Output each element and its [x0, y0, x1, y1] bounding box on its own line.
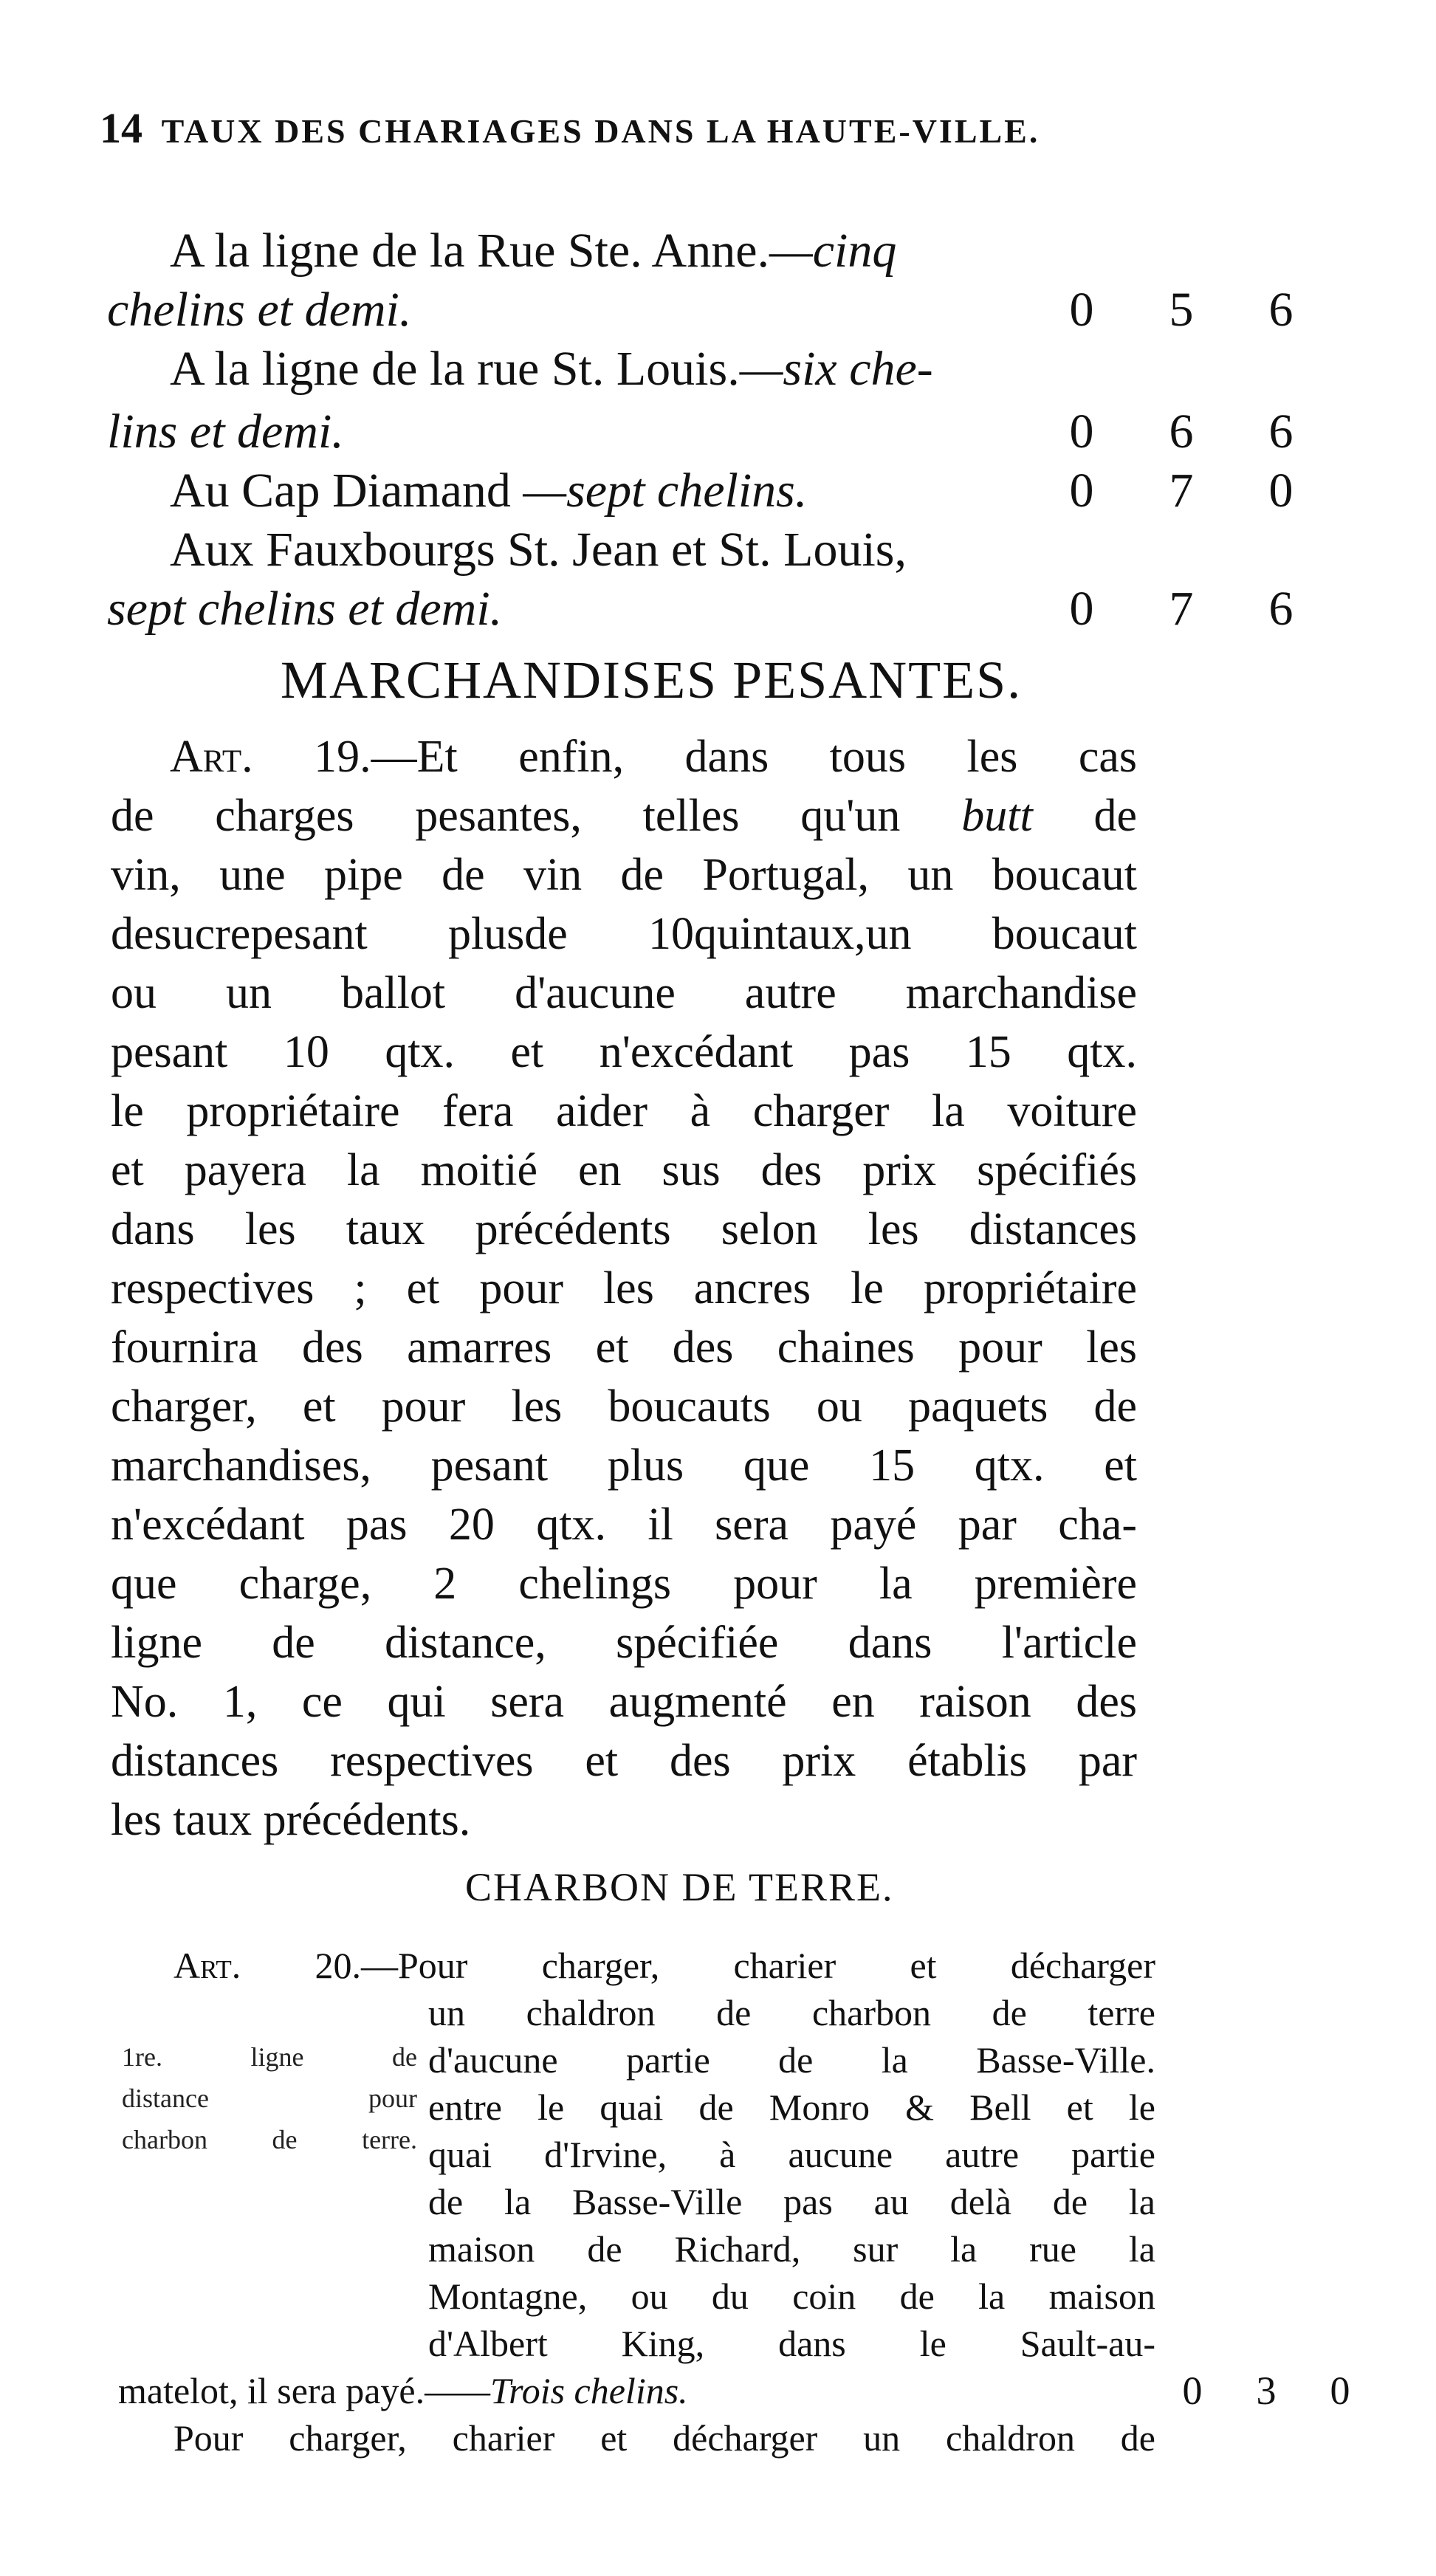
rate-entry-2-line-1: A la ligne de la rue St. Louis.—six che-: [170, 342, 933, 396]
article-20-line-9: d'Albert King, dans le Sault-au-: [428, 2323, 1155, 2364]
rate-entry-1-line-2: chelins et demi. 0 5 6: [107, 281, 1303, 340]
page-number: 14: [100, 104, 142, 152]
article-19-line-9: dans les taux précédents selon les distances: [111, 1204, 1137, 1254]
article-19-line-1: Art. 19.—Et enfin, dans tous les cas: [170, 732, 1138, 782]
article-19-line-16: ligne de distance, spécifiée dans l'article: [111, 1618, 1137, 1668]
article-20-line-4: entre le quai de Monro & Bell et le: [428, 2086, 1155, 2128]
rate-entry-1-line-1: A la ligne de la Rue Ste. Anne.—cinq: [170, 224, 897, 278]
rate-entry-3: Au Cap Diamand —sept chelins. 0 7 0: [170, 461, 1303, 521]
running-title: TAUX DES CHARIAGES DANS LA HAUTE-VILLE.: [161, 112, 1040, 150]
article-19-line-6: pesant 10 qtx. et n'excédant pas 15 qtx.: [111, 1027, 1137, 1077]
section-heading-heavy-goods: MARCHANDISES PESANTES.: [281, 650, 1023, 710]
article-19-line-19: les taux précédents.: [111, 1795, 471, 1845]
article-20-line-6: de la Basse-Ville pas au delà de la: [428, 2181, 1155, 2222]
article-19-line-11: fournira des amarres et des chaines pour les: [111, 1322, 1137, 1373]
rate-amount: 0 7 6: [1069, 582, 1294, 636]
article-19-line-8: et payera la moitié en sus des prix spécifiés: [111, 1145, 1137, 1195]
article-19-line-4: desucrepesant plusde 10quintaux,un boucaut: [111, 909, 1137, 959]
article-20-price-line: matelot, il sera payé.——Trois chelins.: [118, 2370, 688, 2411]
rate-amount: 0 6 6: [1069, 405, 1294, 458]
coal-price-amount: 0 3 0: [1182, 2369, 1350, 2413]
article-20-line-5: quai d'Irvine, à aucune autre partie: [428, 2134, 1155, 2175]
article-19-line-10: respectives ; et pour les ancres le propriétaire: [111, 1263, 1137, 1313]
article-20-line-last: Pour charger, charier et décharger un chaldron de: [174, 2417, 1155, 2459]
article-20-line-1: Art. 20.—Pour charger, charier et décharger: [174, 1945, 1156, 1986]
article-19-line-5: ou un ballot d'aucune autre marchandise: [111, 968, 1137, 1018]
article-19-line-7: le propriétaire fera aider à charger la voiture: [111, 1086, 1137, 1136]
article-20-line-3: d'aucune partie de la Basse-Ville.: [428, 2039, 1155, 2081]
article-19-line-17: No. 1, ce qui sera augmenté en raison des: [111, 1677, 1137, 1727]
rate-entry-4-line-1: Aux Fauxbourgs St. Jean et St. Louis,: [170, 523, 907, 577]
article-19-line-14: n'excédant pas 20 qtx. il sera payé par cha-: [111, 1500, 1137, 1550]
rate-entry-4-line-2: sept chelins et demi. 0 7 6: [107, 580, 1303, 639]
article-19-line-3: vin, une pipe de vin de Portugal, un boucaut: [111, 850, 1137, 900]
article-19-line-18: distances respectives et des prix établis par: [111, 1736, 1137, 1786]
article-19-line-2: de charges pesantes, telles qu'un butt de: [111, 791, 1138, 841]
rate-amount: 0 5 6: [1069, 283, 1294, 337]
margin-note: 1re. ligne de distance pour charbon de terre.: [122, 2042, 417, 2154]
rate-amount: 0 7 0: [1069, 464, 1294, 518]
section-heading-coal: CHARBON DE TERRE.: [465, 1865, 894, 1909]
running-header: [100, 103, 1288, 153]
article-20-line-2: un chaldron de charbon de terre: [428, 1992, 1155, 2033]
article-19-line-13: marchandises, pesant plus que 15 qtx. et: [111, 1440, 1137, 1491]
rate-entry-2-line-2: lins et demi. 0 6 6: [107, 402, 1303, 461]
article-20-line-7: maison de Richard, sur la rue la: [428, 2228, 1155, 2270]
article-20-line-8: Montagne, ou du coin de la maison: [428, 2276, 1155, 2317]
article-19-line-15: que charge, 2 chelings pour la première: [111, 1559, 1137, 1609]
article-19-line-12: charger, et pour les boucauts ou paquets de: [111, 1381, 1137, 1432]
